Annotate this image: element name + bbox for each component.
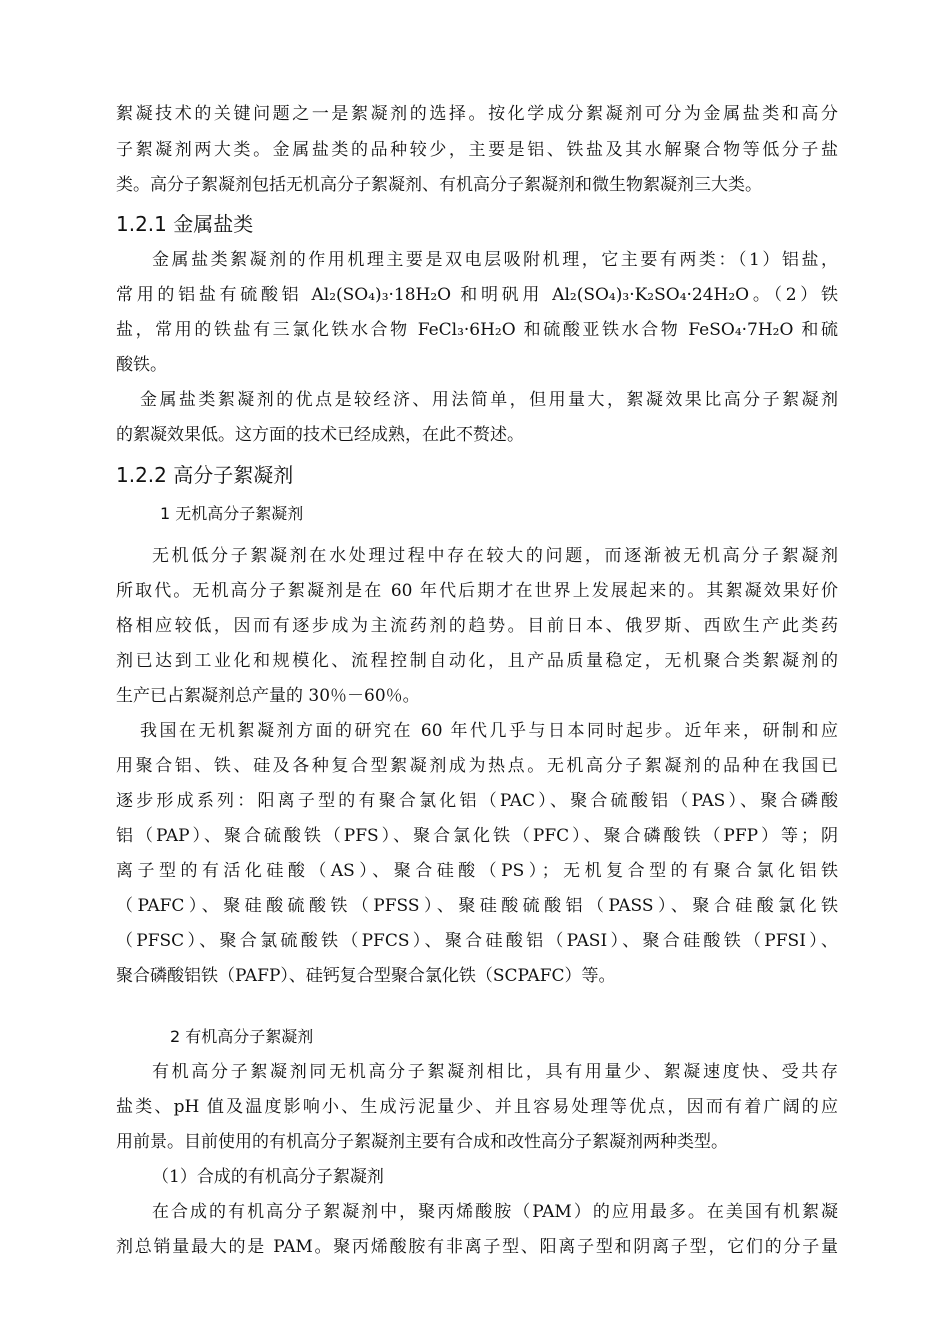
paragraph-line: 在合成的有机高分子絮凝剂中，聚丙烯酸胺（PAM）的应用最多。在美国有机絮凝 <box>152 1202 838 1222</box>
paragraph-line: 铝（PAP）、聚合硫酸铁（PFS）、聚合氯化铁（PFC）、聚合磷酸铁（PFP）等；阴 <box>116 826 838 846</box>
paragraph-line: 剂已达到工业化和规模化、流程控制自动化，且产品质量稳定，无机聚合类絮凝剂的 <box>116 651 838 671</box>
paragraph-line: 所取代。无机高分子絮凝剂是在 60 年代后期才在世界上发展起来的。其絮凝效果好价 <box>116 581 838 601</box>
paragraph-line: 金属盐类絮凝剂的优点是较经济、用法简单，但用量大，絮凝效果比高分子絮凝剂 <box>140 390 838 410</box>
paragraph-line: 子絮凝剂两大类。金属盐类的品种较少，主要是铝、铁盐及其水解聚合物等低分子盐 <box>116 140 838 160</box>
paragraph-line: 盐，常用的铁盐有三氯化铁水合物 FeCl₃·6H₂O 和硫酸亚铁水合物 FeSO₄·7H₂O 和硫 <box>116 320 838 340</box>
paragraph-line: 用聚合铝、铁、硅及各种复合型絮凝剂成为热点。无机高分子絮凝剂的品种在我国已 <box>116 756 838 776</box>
paragraph-line: 生产已占絮凝剂总产量的 30％－60％。 <box>116 686 420 706</box>
paragraph-line: 格相应较低，因而有逐步成为主流药剂的趋势。目前日本、俄罗斯、西欧生产此类药 <box>116 616 838 636</box>
section-heading: 1.2.2 高分子絮凝剂 <box>116 463 294 487</box>
paragraph-line: 无机低分子絮凝剂在水处理过程中存在较大的问题，而逐渐被无机高分子絮凝剂 <box>152 546 838 566</box>
paragraph-line: 有机高分子絮凝剂同无机高分子絮凝剂相比，具有用量少、絮凝速度快、受共存 <box>152 1062 838 1082</box>
subsection-heading: 1 无机高分子絮凝剂 <box>160 504 304 523</box>
subsection-heading: 2 有机高分子絮凝剂 <box>170 1027 314 1046</box>
paragraph-line: 类。高分子絮凝剂包括无机高分子絮凝剂、有机高分子絮凝剂和微生物絮凝剂三大类。 <box>116 175 762 195</box>
paragraph-line: 逐步形成系列：阳离子型的有聚合氯化铝（PAC）、聚合硫酸铝（PAS）、聚合磷酸 <box>116 791 838 811</box>
paragraph-line: 我国在无机絮凝剂方面的研究在 60 年代几乎与日本同时起步。近年来，研制和应 <box>140 721 838 741</box>
paragraph-line: （PAFC）、聚硅酸硫酸铁（PFSS）、聚硅酸硫酸铝（PASS）、聚合硅酸氯化铁 <box>116 896 838 916</box>
paragraph-line: 絮凝技术的关键问题之一是絮凝剂的选择。按化学成分絮凝剂可分为金属盐类和高分 <box>116 104 838 124</box>
paragraph-line: 盐类、pH 值及温度影响小、生成污泥量少、并且容易处理等优点，因而有着广阔的应 <box>116 1097 838 1117</box>
paragraph-line: 常用的铝盐有硫酸铝 Al₂(SO₄)₃·18H₂O 和明矾用 Al₂(SO₄)₃·K₂SO₄·24H₂O。（2）铁 <box>116 285 838 305</box>
paragraph-line: 离子型的有活化硅酸（AS）、聚合硅酸（PS）；无机复合型的有聚合氯化铝铁 <box>116 861 838 881</box>
paragraph-line: 酸铁。 <box>116 355 167 375</box>
section-heading: 1.2.1 金属盐类 <box>116 212 254 236</box>
paragraph-line: （PFSC）、聚合氯硫酸铁（PFCS）、聚合硅酸铝（PASI）、聚合硅酸铁（PFSI）、 <box>116 931 838 951</box>
paragraph-line: 的絮凝效果低。这方面的技术已经成熟，在此不赘述。 <box>116 425 524 445</box>
paragraph-line: 剂总销量最大的是 PAM。聚丙烯酸胺有非离子型、阳离子型和阴离子型，它们的分子量 <box>116 1237 838 1257</box>
paragraph-line: 金属盐类絮凝剂的作用机理主要是双电层吸附机理，它主要有两类：（1）铝盐， <box>152 250 838 270</box>
paragraph-line: 用前景。目前使用的有机高分子絮凝剂主要有合成和改性高分子絮凝剂两种类型。 <box>116 1132 728 1152</box>
paragraph-line: 聚合磷酸铝铁（PAFP）、硅钙复合型聚合氯化铁（SCPAFC）等。 <box>116 966 616 986</box>
list-item-heading: （1）合成的有机高分子絮凝剂 <box>152 1167 384 1187</box>
